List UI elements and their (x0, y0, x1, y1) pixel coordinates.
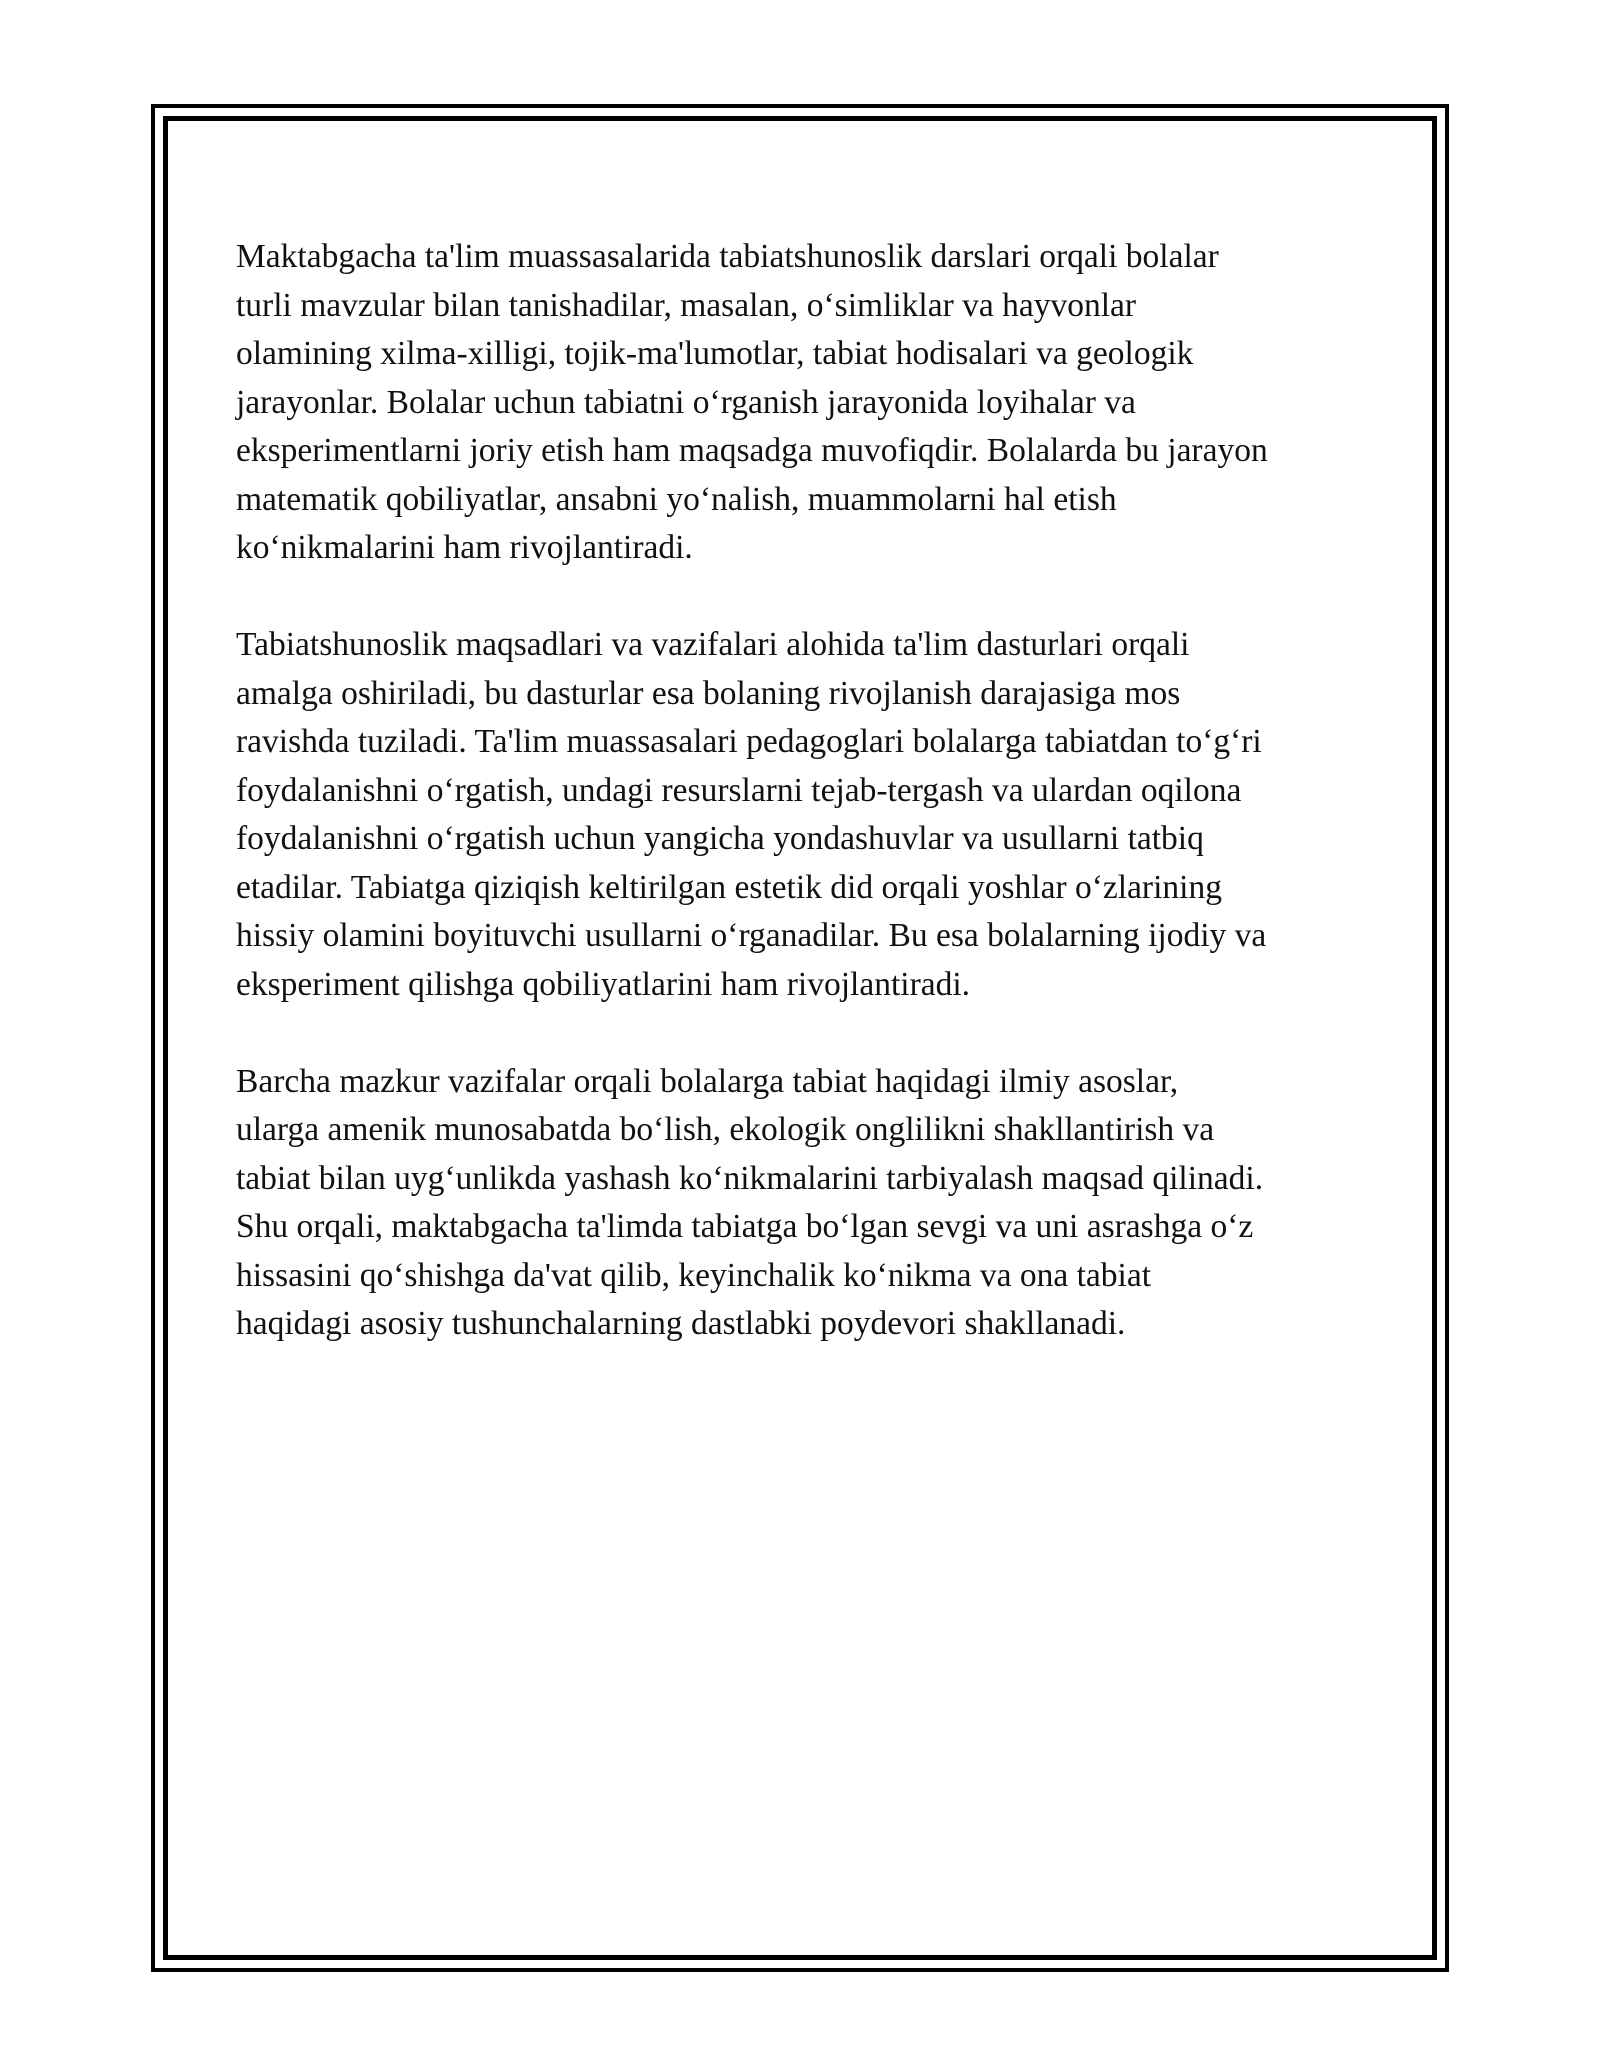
paragraph-1 (236, 233, 1376, 573)
paragraph-line: foydalanishni o‘rgatish uchun yangicha yondashuvlar va usullarni tatbiq (236, 820, 1204, 857)
paragraph-line: hissiy olamini boyituvchi usullarni o‘rganadilar. Bu esa bolalarning ijodiy va (236, 917, 1267, 954)
paragraph-line: Shu orqali, maktabgacha ta'limda tabiatga bo‘lgan sevgi va uni asrashga o‘z (236, 1208, 1254, 1245)
paragraph-line: Maktabgacha ta'lim muassasalarida tabiatshunoslik darslari orqali bolalar (236, 238, 1219, 275)
paragraph-line: Tabiatshunoslik maqsadlari va vazifalari alohida ta'lim dasturlari orqali (236, 626, 1190, 663)
document-body (236, 233, 1376, 1397)
paragraph-line: eksperiment qilishga qobiliyatlarini ham rivojlantiradi. (236, 965, 971, 1003)
paragraph-line: amalga oshiriladi, bu dasturlar esa bolaning rivojlanish darajasiga mos (236, 674, 1181, 712)
paragraph-line: Barcha mazkur vazifalar orqali bolalarga tabiat haqidagi ilmiy asoslar, (236, 1062, 1179, 1100)
paragraph-line: tabiat bilan uyg‘unlikda yashash ko‘nikmalarini tarbiyalash maqsad qilinadi. (236, 1159, 1264, 1197)
paragraph-line: turli mavzular bilan tanishadilar, masalan, o‘simliklar va hayvonlar (236, 286, 1137, 324)
paragraph-line: hissasini qo‘shishga da'vat qilib, keyinchalik ko‘nikma va ona tabiat (236, 1256, 1152, 1294)
paragraph-line: matematik qobiliyatlar, ansabni yo‘nalish, muammolarni hal etish (236, 480, 1117, 518)
paragraph-line: haqidagi asosiy tushunchalarning dastlabki poydevori shakllanadi. (236, 1305, 1126, 1342)
paragraph-line: foydalanishni o‘rgatish, undagi resurslarni tejab-tergash va ulardan oqilona (236, 771, 1242, 809)
paragraph-line: ravishda tuziladi. Ta'lim muassasalari pedagoglari bolalarga tabiatdan to‘g‘ri (236, 723, 1262, 760)
paragraph-3 (236, 1058, 1376, 1349)
paragraph-line: eksperimentlarni joriy etish ham maqsadga muvofiqdir. Bolalarda bu jarayon (236, 432, 1268, 469)
paragraph-line: ularga amenik munosabatda bo‘lish, ekologik onglilikni shakllantirish va (236, 1111, 1215, 1148)
paragraph-line: etadilar. Tabiatga qiziqish keltirilgan estetik did orqali yoshlar o‘zlarining (236, 868, 1222, 906)
paragraph-line: ko‘nikmalarini ham rivojlantiradi. (236, 529, 693, 566)
paragraph-line: jarayonlar. Bolalar uchun tabiatni o‘rganish jarayonida loyihalar va (236, 383, 1136, 421)
paragraph-line: olamining xilma-xilligi, tojik-ma'lumotlar, tabiat hodisalari va geologik (236, 335, 1194, 372)
paragraph-2 (236, 621, 1376, 1009)
